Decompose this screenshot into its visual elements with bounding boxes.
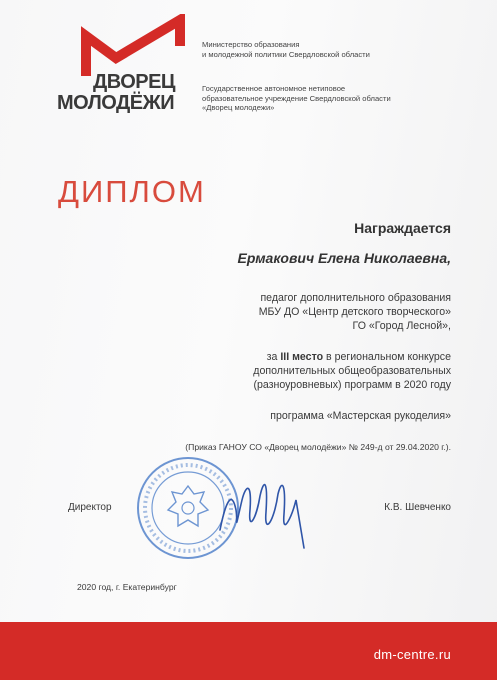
achievement-rest: в региональном конкурсе xyxy=(323,351,451,363)
institution-line: «Дворец молодежи» xyxy=(202,103,275,113)
achievement-line xyxy=(267,350,451,364)
website-link[interactable]: dm-centre.ru xyxy=(373,647,451,662)
institution-line: Государственное автономное нетиповое xyxy=(202,84,346,93)
document-title: ДИПЛОМ xyxy=(58,174,206,209)
program-line: программа «Мастерская рукоделия» xyxy=(270,410,451,422)
position-line: педагог дополнительного образования xyxy=(260,292,451,304)
handwritten-signature-icon xyxy=(212,470,310,554)
ministry-block xyxy=(202,40,370,59)
position-line: ГО «Город Лесной», xyxy=(352,320,451,332)
achievement-line: (разноуровневых) программ в 2020 году xyxy=(253,379,451,391)
awarded-label: Награждается xyxy=(354,220,451,236)
order-line: (Приказ ГАНОУ СО «Дворец молодёжи» № 249-д от 29.04.2020 г.). xyxy=(185,442,451,452)
institution-line: образовательное учреждение Свердловской области xyxy=(202,93,391,103)
position-line: МБУ ДО «Центр детского творческого» xyxy=(258,306,451,318)
achievement-place: III место xyxy=(280,351,324,363)
recipient-name: Ермакович Елена Николаевна, xyxy=(237,250,451,266)
logo-word-molodezhi: МОЛОДЁЖИ xyxy=(57,92,175,114)
achievement-line: дополнительных общеобразовательных xyxy=(253,365,451,377)
place-date: 2020 год, г. Екатеринбург xyxy=(77,582,177,592)
achievement-prefix: за xyxy=(266,351,281,363)
institution-block xyxy=(202,84,391,113)
director-name: К.В. Шевченко xyxy=(384,502,451,513)
director-role: Директор xyxy=(68,502,112,513)
ministry-line: Министерство образования xyxy=(202,40,300,49)
logo-word-dvorets: ДВОРЕЦ xyxy=(93,71,176,93)
ministry-line: и молодежной политики Свердловской области xyxy=(202,49,370,59)
